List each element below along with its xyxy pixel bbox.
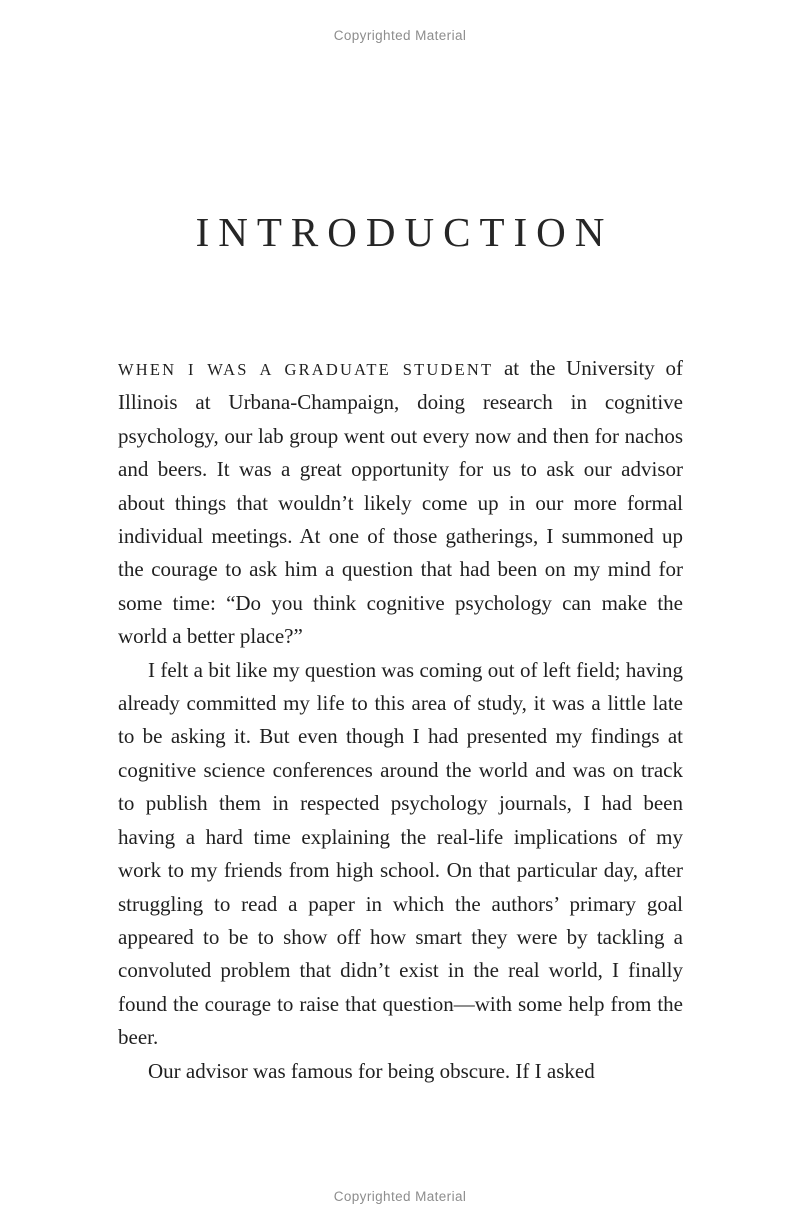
paragraph-2: I felt a bit like my question was coming out of left field; having already committed my life to this area of study, it was a little late to be asking it. But even though I had presented my findings at cognitive science conferences around the world and was on track to publish them in respected psychology journals, I had been having a hard time explaining the real-life implications of my work to my friends from high school. On that particular day, after struggling to read a paper in which the authors’ primary goal appeared to be to show off how smart they were by tackling a convoluted problem that didn’t exist in the real world, I finally found the courage to raise that question—with some help from the beer. [118, 657, 683, 1050]
paragraph-1-text: at the University of Illinois at Urbana-Champaign, doing research in cognitive psychology, our lab group went out every now and then for nachos and beers. It was a great opportunity for us to ask our advisor about things that wouldn’t likely come up in our more formal individual meetings. At one of those gatherings, I summoned up the courage to ask him a question that had been on my mind for some time: “Do you think cognitive psychology can make the world a better place?” [118, 356, 683, 649]
copyright-watermark-top: Copyrighted Material [333, 28, 467, 43]
copyright-watermark-bottom: Copyrighted Material [333, 1189, 467, 1204]
paragraph-1 [118, 352, 683, 654]
paragraph-3: Our advisor was famous for being obscure. If I asked [148, 1058, 595, 1083]
chapter-title: INTRODUCTION [195, 209, 614, 255]
lead-in-small-caps: WHEN I WAS A GRADUATE STUDENT [118, 360, 494, 379]
body-text [118, 352, 683, 1088]
